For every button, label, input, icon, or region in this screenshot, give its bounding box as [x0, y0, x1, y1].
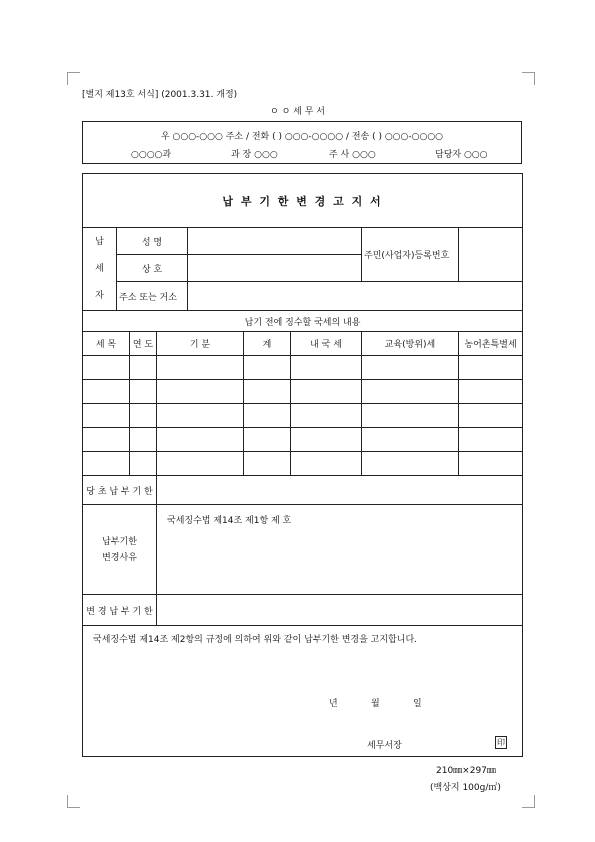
cell-year[interactable]: [130, 428, 157, 452]
paper-size: 210㎜×297㎜: [436, 766, 496, 776]
cell-total[interactable]: [244, 356, 291, 380]
cell-total[interactable]: [244, 428, 291, 452]
cell-total[interactable]: [244, 380, 291, 404]
cell-rural-special-tax[interactable]: [459, 380, 523, 404]
trade-name-label: 상 호: [117, 255, 188, 282]
cell-year[interactable]: [130, 452, 157, 476]
col-total: 계: [244, 332, 291, 356]
contact-department: ○○○○과: [131, 150, 172, 160]
cell-education-tax[interactable]: [362, 428, 459, 452]
form-box: [82, 173, 522, 755]
contact-address-line: 우 ○○○-○○○ 주소 / 전화 ( ) ○○○-○○○○ / 전송 ( ) ○○○-○○○○: [160, 132, 444, 142]
table-row: [83, 380, 523, 404]
cell-tax-item[interactable]: [83, 428, 130, 452]
notice-text: 국세징수법 제14조 제2항의 규정에 의하여 위와 같이 납부기한 변경을 고지합니다.: [93, 635, 417, 645]
original-due-date-value[interactable]: [157, 476, 523, 505]
cell-tax-item[interactable]: [83, 356, 130, 380]
date-month-label: 월: [371, 699, 380, 709]
cell-period[interactable]: [157, 356, 244, 380]
contact-staff: 담당자 ○○○: [435, 150, 488, 160]
cell-rural-special-tax[interactable]: [459, 356, 523, 380]
paper-type: (백상지 100g/㎡): [430, 783, 501, 793]
cell-period[interactable]: [157, 428, 244, 452]
taxpayer-char-1: 납: [95, 236, 104, 247]
cell-national-tax[interactable]: [291, 356, 362, 380]
crop-mark-top-right: [522, 72, 535, 85]
date-day-label: 일: [413, 699, 422, 709]
contact-officer: 주 사 ○○○: [329, 150, 376, 160]
cell-tax-item[interactable]: [83, 452, 130, 476]
taxpayer-char-2: 세: [95, 263, 104, 274]
cell-education-tax[interactable]: [362, 356, 459, 380]
cell-education-tax[interactable]: [362, 452, 459, 476]
cell-education-tax[interactable]: [362, 380, 459, 404]
col-tax-item: 세 목: [83, 332, 130, 356]
trade-name-value[interactable]: [188, 255, 362, 282]
name-label: 성 명: [117, 228, 188, 255]
seal-mark: 印: [497, 738, 505, 747]
cell-rural-special-tax[interactable]: [459, 452, 523, 476]
cell-education-tax[interactable]: [362, 404, 459, 428]
table-row: [83, 404, 523, 428]
cell-year[interactable]: [130, 404, 157, 428]
address-value[interactable]: [188, 282, 523, 311]
change-reason-value[interactable]: 국세징수법 제14조 제1항 제 호: [157, 505, 523, 595]
cell-national-tax[interactable]: [291, 380, 362, 404]
taxpayer-char-3: 자: [95, 290, 104, 301]
cell-tax-item[interactable]: [83, 380, 130, 404]
table-row: [83, 356, 523, 380]
cell-year[interactable]: [130, 356, 157, 380]
cell-tax-item[interactable]: [83, 404, 130, 428]
cell-total[interactable]: [244, 452, 291, 476]
form-title: 납 부 기 한 변 경 고 지 서: [83, 174, 523, 228]
cell-period[interactable]: [157, 404, 244, 428]
crop-mark-top-left: [67, 72, 80, 85]
cell-rural-special-tax[interactable]: [459, 428, 523, 452]
original-due-date-label: 당 초 납 부 기 한: [83, 476, 157, 505]
cell-rural-special-tax[interactable]: [459, 404, 523, 428]
cell-national-tax[interactable]: [291, 428, 362, 452]
col-period: 기 분: [157, 332, 244, 356]
crop-mark-bottom-right: [522, 795, 535, 808]
col-year: 연 도: [130, 332, 157, 356]
changed-due-date-value[interactable]: [157, 595, 523, 626]
name-value[interactable]: [188, 228, 362, 255]
section-title: 납기 전에 징수할 국세의 내용: [83, 311, 523, 332]
change-reason-label: [83, 505, 157, 595]
change-reason-label-line-1: 납부기한: [102, 536, 137, 547]
taxpayer-label: [83, 228, 117, 311]
cell-year[interactable]: [130, 380, 157, 404]
registration-number-label: 주민(사업자)등록번호: [362, 228, 459, 282]
change-reason-label-line-2: 변경사유: [102, 552, 137, 563]
date-year-label: 년: [329, 699, 338, 709]
col-rural-special-tax: 농어촌특별세: [459, 332, 523, 356]
cell-national-tax[interactable]: [291, 452, 362, 476]
signer-title: 세무서장: [367, 741, 402, 751]
cell-total[interactable]: [244, 404, 291, 428]
crop-mark-bottom-left: [67, 795, 80, 808]
table-row: [83, 452, 523, 476]
col-education-tax: 교육(방위)세: [362, 332, 459, 356]
cell-national-tax[interactable]: [291, 404, 362, 428]
changed-due-date-label: 변 경 납 부 기 한: [83, 595, 157, 626]
table-row: [83, 428, 523, 452]
registration-number-value[interactable]: [459, 228, 523, 282]
cell-period[interactable]: [157, 452, 244, 476]
contact-box: [82, 121, 522, 164]
notice-form-table: [82, 173, 523, 757]
col-national-tax: 내 국 세: [291, 332, 362, 356]
cell-period[interactable]: [157, 380, 244, 404]
address-label: 주소 또는 거소: [117, 282, 188, 311]
notice-section: [83, 626, 523, 757]
tax-office-name: ㅇ ㅇ 세 무 서: [270, 107, 325, 117]
contact-section-chief: 과 장 ○○○: [231, 150, 278, 160]
form-number: [별지 제13호 서식] (2001.3.31. 개정): [82, 90, 238, 100]
